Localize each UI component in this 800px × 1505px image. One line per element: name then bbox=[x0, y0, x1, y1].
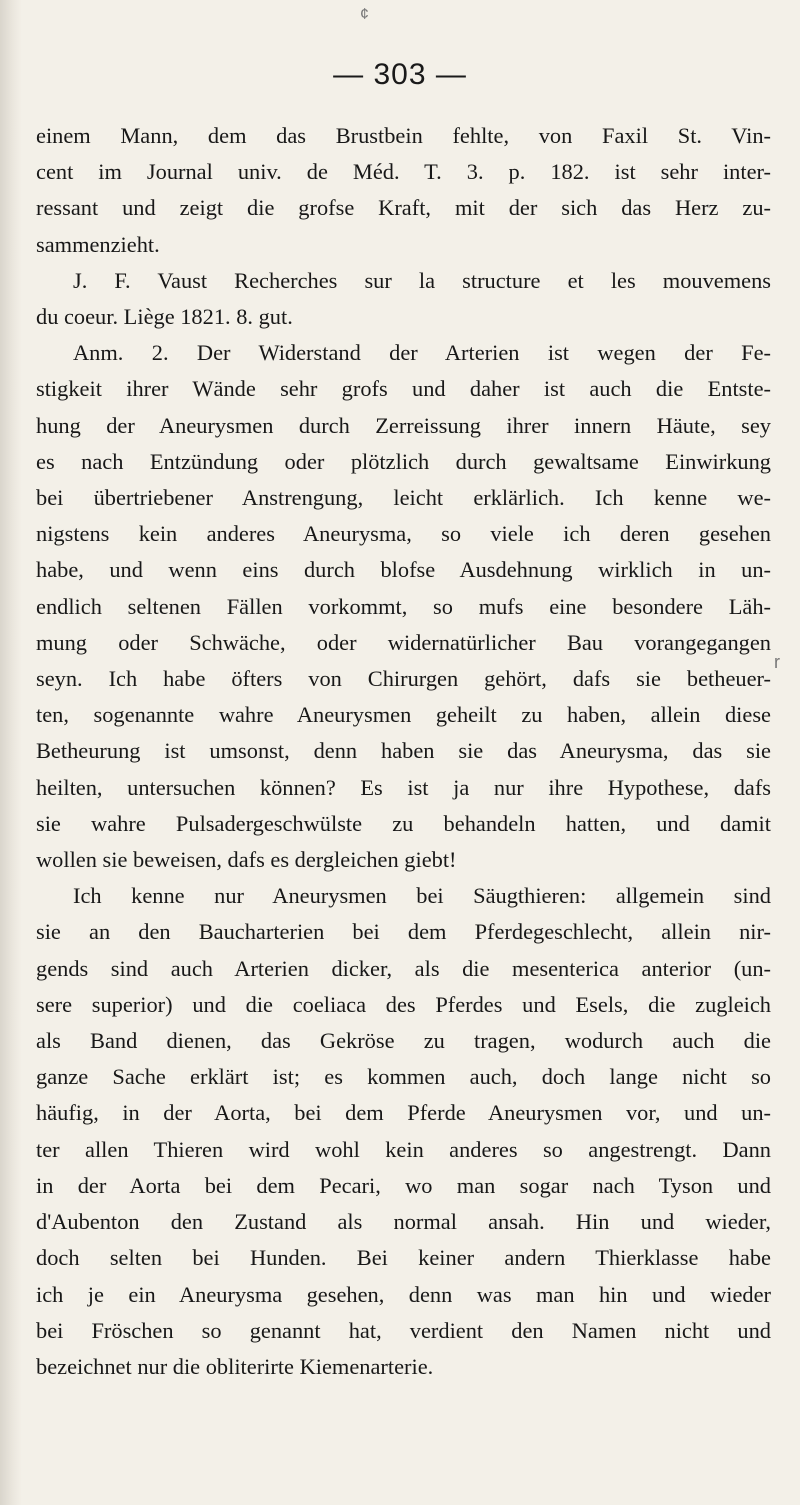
text-line: seyn. Ich habe öfters von Chirurgen gehört, dafs sie betheuer- bbox=[36, 666, 771, 692]
text-line: wollen sie beweisen, dafs es dergleichen giebt! bbox=[36, 847, 457, 873]
margin-stray-mark: r bbox=[774, 652, 780, 672]
text-line: Anm. 2. Der Widerstand der Arterien ist wegen der Fe- bbox=[73, 340, 771, 366]
text-line: bezeichnet nur die obliterirte Kiemenarterie. bbox=[36, 1353, 434, 1379]
text-line: ten, sogenannte wahre Aneurysmen geheilt zu haben, allein diese bbox=[36, 702, 771, 728]
text-line: heilten, untersuchen können? Es ist ja nur ihre Hypothese, dafs bbox=[36, 774, 771, 800]
text-line: als Band dienen, das Gekröse zu tragen, wodurch auch die bbox=[36, 1028, 771, 1054]
text-line: habe, und wenn eins durch blofse Ausdehnung wirklich in un- bbox=[36, 557, 771, 583]
binding-gutter bbox=[0, 0, 22, 1505]
text-line: sie wahre Pulsadergeschwülste zu behandeln hatten, und damit bbox=[36, 810, 771, 836]
page-number-header: — 303 — bbox=[333, 58, 467, 91]
text-line: doch selten bei Hunden. Bei keiner andern Thierklasse habe bbox=[36, 1245, 771, 1271]
text-line: ressant und zeigt die grofse Kraft, mit der sich das Herz zu- bbox=[36, 195, 771, 221]
text-line: hung der Aneurysmen durch Zerreissung ihrer innern Häute, sey bbox=[36, 412, 771, 438]
text-line: mung oder Schwäche, oder widernatürlicher Bau vorangegangen bbox=[36, 629, 771, 655]
text-line: in der Aorta bei dem Pecari, wo man sogar nach Tyson und bbox=[36, 1172, 771, 1198]
text-line: ich je ein Aneurysma gesehen, denn was man hin und wieder bbox=[36, 1281, 771, 1307]
text-line: nigstens kein anderes Aneurysma, so viele ich deren gesehen bbox=[36, 521, 771, 547]
text-line: häufig, in der Aorta, bei dem Pferde Aneurysmen vor, und un- bbox=[36, 1100, 771, 1126]
text-line: cent im Journal univ. de Méd. T. 3. p. 182. ist sehr inter- bbox=[36, 159, 771, 185]
text-line: bei übertriebener Anstrengung, leicht erklärlich. Ich kenne we- bbox=[36, 485, 771, 511]
text-line: sammenzieht. bbox=[36, 231, 160, 257]
text-line: bei Fröschen so genannt hat, verdient den Namen nicht und bbox=[36, 1317, 771, 1343]
text-line: ter allen Thieren wird wohl kein anderes so angestrengt. Dann bbox=[36, 1136, 771, 1162]
text-line: es nach Entzündung oder plötzlich durch gewaltsame Einwirkung bbox=[36, 448, 771, 474]
text-line: stigkeit ihrer Wände sehr grofs und daher ist auch die Entste- bbox=[36, 376, 771, 402]
body-text bbox=[36, 118, 771, 1385]
text-line: J. F. Vaust Recherches sur la structure et les mouvemens bbox=[73, 267, 771, 293]
text-line: Ich kenne nur Aneurysmen bei Säugthieren: allgemein sind bbox=[73, 883, 771, 909]
text-line: ganze Sache erklärt ist; es kommen auch, doch lange nicht so bbox=[36, 1064, 771, 1090]
text-line: sie an den Baucharterien bei dem Pferdegeschlecht, allein nir- bbox=[36, 919, 771, 945]
text-line: d'Aubenton den Zustand als normal ansah. Hin und wieder, bbox=[36, 1209, 771, 1235]
text-line: du coeur. Liège 1821. 8. gut. bbox=[36, 304, 293, 330]
text-line: Betheurung ist umsonst, denn haben sie das Aneurysma, das sie bbox=[36, 738, 771, 764]
text-line: endlich seltenen Fällen vorkommt, so mufs eine besondere Läh- bbox=[36, 593, 771, 619]
top-stray-mark: ¢ bbox=[360, 6, 369, 23]
text-line: einem Mann, dem das Brustbein fehlte, von Faxil St. Vin- bbox=[36, 123, 771, 148]
text-line: gends sind auch Arterien dicker, als die mesenterica anterior (un- bbox=[36, 955, 771, 981]
text-line: sere superior) und die coeliaca des Pferdes und Esels, die zugleich bbox=[36, 991, 771, 1017]
